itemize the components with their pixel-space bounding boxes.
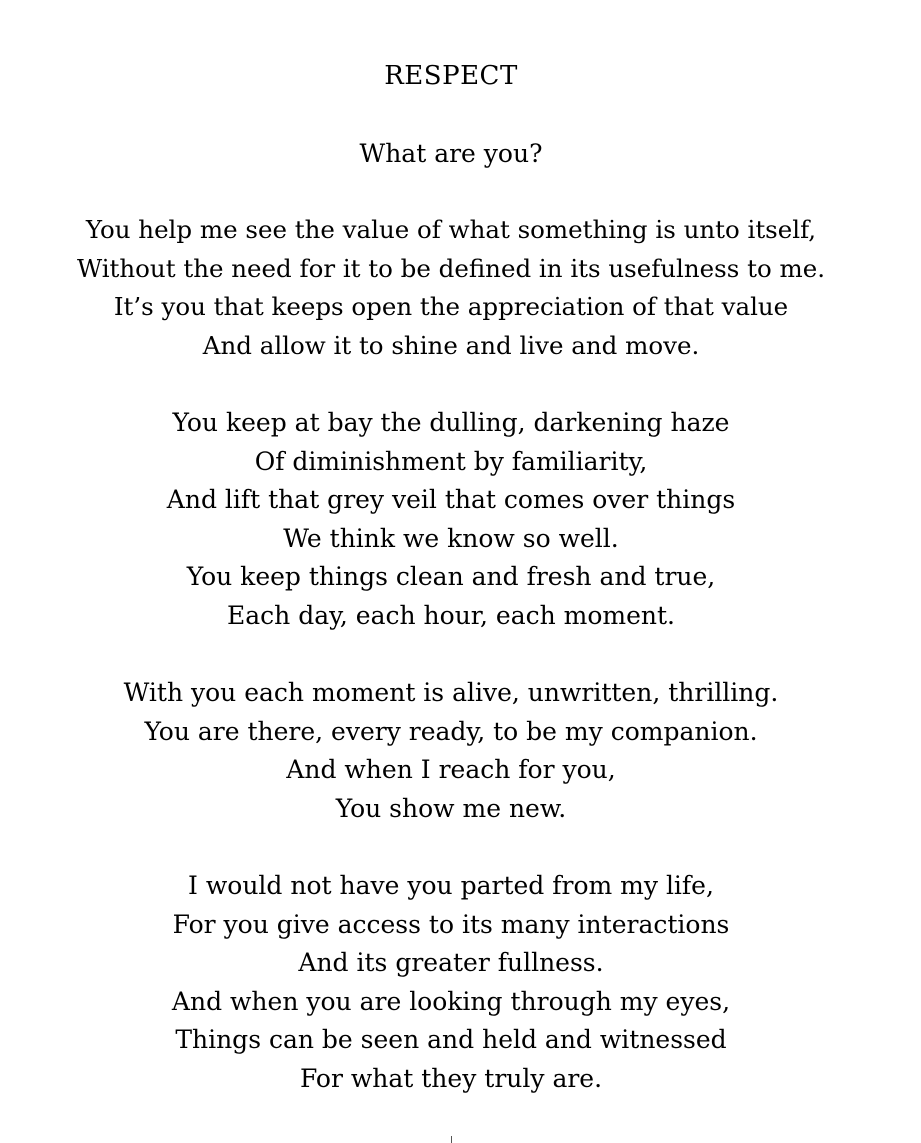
poem-line: And its greater fullness. [298, 948, 604, 978]
poem-line: You keep things clean and fresh and true, [186, 562, 716, 592]
poem-line: Each day, each hour, each moment. [226, 600, 675, 630]
poem-line: With you each moment is alive, unwritten, thrilling. [123, 678, 779, 707]
poem-line: You are there, every ready, to be my companion. [144, 716, 758, 746]
poem-line: We think we know so well. [283, 523, 619, 553]
stanza-3 [0, 674, 902, 828]
poem-line: And allow it to shine and live and move. [202, 330, 700, 360]
poem-title: RESPECT [384, 61, 518, 91]
stanza-4 [0, 867, 902, 1099]
poem-line: And when I reach for you, [286, 755, 616, 785]
poem-subtitle: What are you? [359, 139, 543, 168]
stanza-2 [0, 404, 902, 636]
poem-line: You help me see the value of what something is unto itself, [85, 215, 817, 244]
poem-line: It’s you that keeps open the appreciation of that value [113, 292, 789, 322]
poem-line: And lift that grey veil that comes over things [166, 485, 736, 515]
poem-line: Things can be seen and held and witnessed [175, 1025, 727, 1055]
poem-line: And when you are looking through my eyes, [171, 986, 731, 1016]
poem-line: You keep at bay the dulling, darkening haze [172, 408, 730, 437]
stanza-1 [0, 211, 902, 365]
page-edge-mark [451, 1136, 452, 1143]
poem-line: For you give access to its many interactions [172, 909, 730, 939]
poem-line: Of diminishment by familiarity, [254, 446, 648, 476]
poem-line: You show me new. [335, 793, 567, 823]
poem-line: I would not have you parted from my life, [188, 871, 714, 900]
poem-line: For what they truly are. [299, 1063, 603, 1093]
poem-line: Without the need for it to be defined in its usefulness to me. [76, 253, 826, 283]
